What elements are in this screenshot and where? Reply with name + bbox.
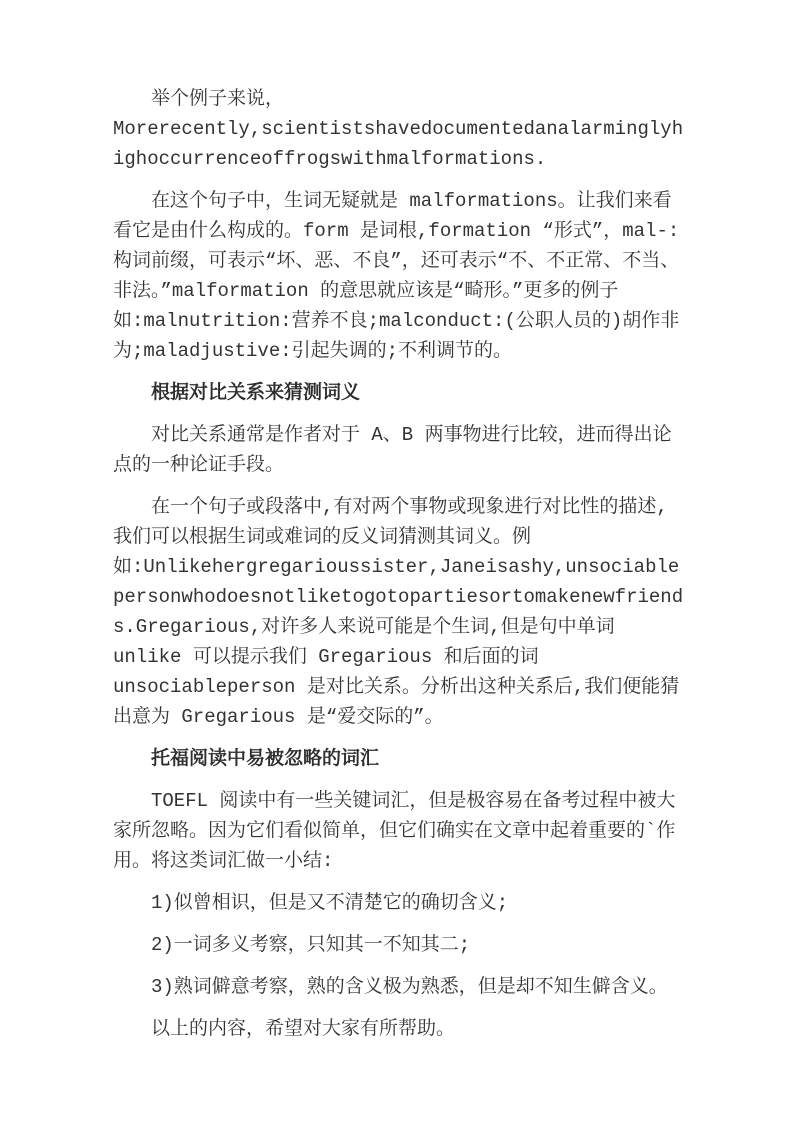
paragraph-toefl-key-words: TOEFL 阅读中有一些关键词汇，但是极容易在备考过程中被大家所忽略。因为它们看似简单，但它们确实在文章中起着重要的`作用。将这类词汇做一小结: — [113, 790, 676, 872]
paragraph-contrast-definition: 对比关系通常是作者对于 A、B 两事物进行比较，进而得出论点的一种论证手段。 — [113, 424, 672, 476]
list-item-2: 2)一词多义考察，只知其一不知其二; — [151, 934, 471, 956]
paragraph-gregarious-example: 在一个句子或段落中,有对两个事物或现象进行对比性的描述,我们可以根据生词或难词的反义词猜测其词义。例如:Unlikehergregarioussister,Janeisashy,unsociablepersonwhodoesnotliketogotopartiesortomakenewfriends.Gregarious,对许多人来说可能是个生词,但是句中单词 unlike 可以提示我们 Gregarious 和后面的词 unsociableperson 是对比关系。分析出这种关系后,我们便能猜出意为 Gregarious 是“爱交际的”。 — [113, 496, 684, 728]
paragraph-example-intro: 举个例子来说，Morerecently,scientistshavedocumentedanalarminglyhighoccurrenceoffrogswithmalformations. — [113, 88, 684, 170]
paragraph-malformations-analysis: 在这个句子中，生词无疑就是 malformations。让我们来看看它是由什么构成的。form 是词根,formation “形式”，mal-:构词前缀，可表示“坏、恶、不良”，还可表示“不、不正常、不当、非法。”malformation 的意思就应该是“畸形。”更多的例子如:malnutrition:营养不良;malconduct:(公职人员的)胡作非为;maladjustive:引起失调的;不利调节的。 — [113, 190, 680, 362]
section-heading-contrast-guessing: 根据对比关系来猜测词义 — [151, 382, 361, 404]
list-item-1: 1)似曾相识，但是又不清楚它的确切含义; — [151, 892, 509, 914]
list-item-3: 3)熟词僻意考察，熟的含义极为熟悉，但是却不知生僻含义。 — [151, 976, 668, 998]
paragraph-closing: 以上的内容，希望对大家有所帮助。 — [151, 1018, 456, 1040]
section-heading-overlooked-vocab: 托福阅读中易被忽略的词汇 — [151, 748, 380, 770]
